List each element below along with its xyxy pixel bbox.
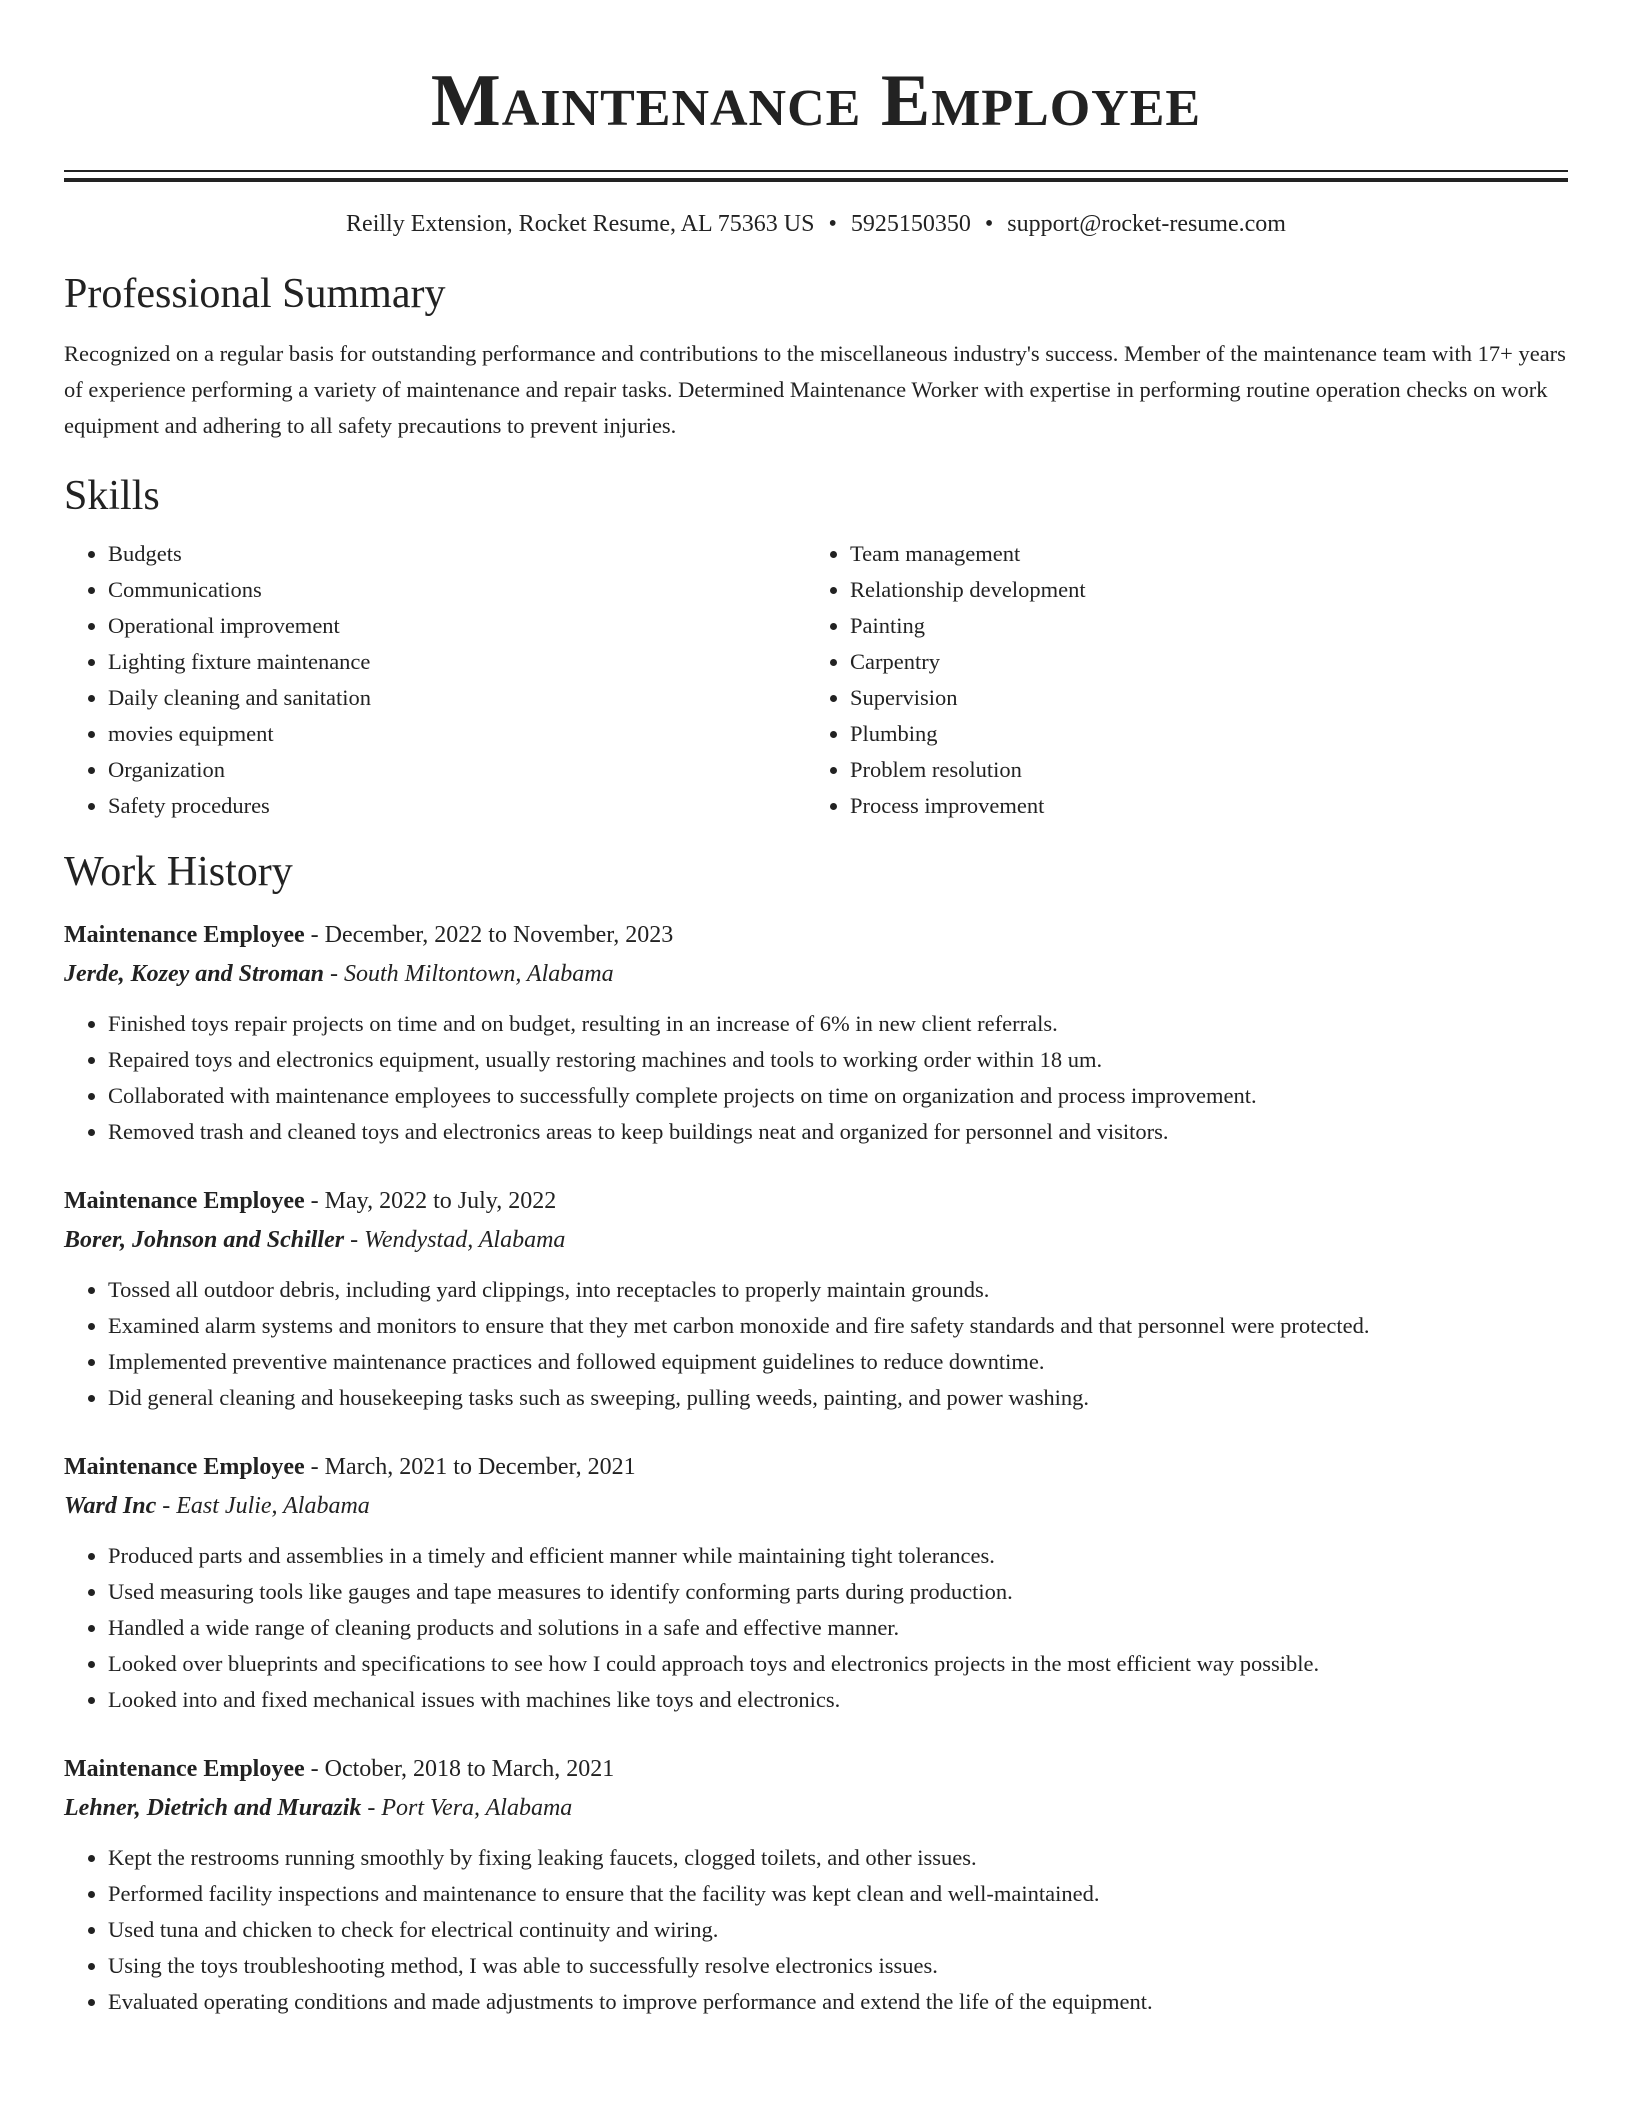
skills-column-right: [806, 536, 1548, 824]
job-dates: March, 2021 to December, 2021: [324, 1454, 636, 1480]
job-dash: -: [324, 961, 345, 987]
job-role: Maintenance Employee: [64, 1188, 305, 1214]
summary-text: Recognized on a regular basis for outstanding performance and contributions to the miscellaneous industry's success. Member of the maintenance team with 17+ years of experience performing a variety of maintenance and repair tasks. Determined Maintenance Worker with expertise in performing routine operation checks on work equipment and adhering to all safety precautions to prevent injuries.: [64, 341, 1566, 438]
job-location: Wendystad, Alabama: [364, 1227, 566, 1253]
job-bullet: • Performed facility inspections and maintenance to ensure that the facility was kept clean and well-maintained.: [108, 1876, 1568, 1912]
job-bullets: [64, 1272, 1568, 1416]
resume-name: Maintenance Employee: [430, 60, 1202, 142]
job-title-line: [64, 916, 1568, 954]
skill-item: • Painting: [850, 608, 1548, 644]
job-bullet: • Used measuring tools like gauges and tape measures to identify conforming parts during production.: [108, 1574, 1568, 1610]
skill-item: • Safety procedures: [108, 788, 806, 824]
skill-item: • Team management: [850, 536, 1548, 572]
skills-list: [64, 536, 1568, 824]
header-divider-thick: [64, 178, 1568, 182]
job-entry: [64, 1182, 1568, 1416]
resume-page: [64, 0, 1568, 2020]
job-bullet: • Used tuna and chicken to check for electrical continuity and wiring.: [108, 1912, 1568, 1948]
work-history-heading: Work History: [64, 849, 293, 895]
job-bullet: • Examined alarm systems and monitors to ensure that they met carbon monoxide and fire safety standards and that personnel were protected.: [108, 1308, 1568, 1344]
job-location: South Miltontown, Alabama: [344, 961, 614, 987]
job-bullet: • Tossed all outdoor debris, including yard clippings, into receptacles to properly maintain grounds.: [108, 1272, 1568, 1308]
job-bullet: • Looked over blueprints and specifications to see how I could approach toys and electronics projects in the most efficient way possible.: [108, 1646, 1568, 1682]
summary-heading: Professional Summary: [64, 271, 446, 317]
header-divider-thin: [64, 170, 1568, 172]
skill-item: • Plumbing: [850, 716, 1548, 752]
job-bullet: • Did general cleaning and housekeeping tasks such as sweeping, pulling weeds, painting, and power washing.: [108, 1380, 1568, 1416]
job-entry: [64, 1448, 1568, 1718]
job-dash: -: [304, 1756, 325, 1782]
job-role: Maintenance Employee: [64, 1454, 305, 1480]
work-history-list: [64, 916, 1568, 2020]
job-bullet: • Collaborated with maintenance employees to successfully complete projects on time on organization and process improvement.: [108, 1078, 1568, 1114]
contact-phone: 5925150350: [850, 211, 971, 237]
job-bullets: [64, 1840, 1568, 2020]
job-bullet: • Looked into and fixed mechanical issues with machines like toys and electronics.: [108, 1682, 1568, 1718]
job-dash: -: [304, 922, 325, 948]
job-location: Port Vera, Alabama: [381, 1795, 573, 1821]
job-bullet: • Evaluated operating conditions and made adjustments to improve performance and extend the life of the equipment.: [108, 1984, 1568, 2020]
job-bullet: • Implemented preventive maintenance practices and followed equipment guidelines to reduce downtime.: [108, 1344, 1568, 1380]
contact-separator: •: [828, 211, 837, 237]
skills-column-left: [64, 536, 806, 824]
job-bullets: [64, 1538, 1568, 1718]
job-bullet: • Using the toys troubleshooting method, I was able to successfully resolve electronics issues.: [108, 1948, 1568, 1984]
contact-line: [64, 208, 1568, 240]
job-location: East Julie, Alabama: [176, 1493, 370, 1519]
job-dash: -: [344, 1227, 365, 1253]
skill-item: • Problem resolution: [850, 752, 1548, 788]
skill-item: • Communications: [108, 572, 806, 608]
job-dates: May, 2022 to July, 2022: [324, 1188, 557, 1214]
job-dash: -: [156, 1493, 177, 1519]
contact-address: Reilly Extension, Rocket Resume, AL 75363 US: [346, 211, 815, 237]
job-bullet: • Produced parts and assemblies in a timely and efficient manner while maintaining tight tolerances.: [108, 1538, 1568, 1574]
skill-item: • Operational improvement: [108, 608, 806, 644]
job-company: Ward Inc: [64, 1493, 157, 1519]
job-company: Borer, Johnson and Schiller: [64, 1227, 345, 1253]
job-title-line: [64, 1448, 1568, 1486]
job-dash: -: [304, 1188, 325, 1214]
contact-separator: •: [984, 211, 994, 237]
job-bullet: • Removed trash and cleaned toys and electronics areas to keep buildings neat and organized for personnel and visitors.: [108, 1114, 1568, 1150]
job-dash: -: [361, 1795, 382, 1821]
job-company-line: [64, 1486, 1568, 1526]
job-dash: -: [304, 1454, 325, 1480]
contact-email: support@rocket-resume.com: [1007, 211, 1286, 237]
job-dates: December, 2022 to November, 2023: [324, 922, 674, 948]
job-company: Jerde, Kozey and Stroman: [64, 961, 325, 987]
skill-item: • Process improvement: [850, 788, 1548, 824]
job-dates: October, 2018 to March, 2021: [324, 1756, 615, 1782]
job-bullet: • Handled a wide range of cleaning products and solutions in a safe and effective manner.: [108, 1610, 1568, 1646]
job-company-line: [64, 1220, 1568, 1260]
job-bullet: • Finished toys repair projects on time and on budget, resulting in an increase of 6% in new client referrals.: [108, 1006, 1568, 1042]
skill-item: • Daily cleaning and sanitation: [108, 680, 806, 716]
skill-item: • Supervision: [850, 680, 1548, 716]
skills-heading: Skills: [64, 473, 160, 519]
skill-item: • movies equipment: [108, 716, 806, 752]
job-company-line: [64, 954, 1568, 994]
job-company: Lehner, Dietrich and Murazik: [64, 1795, 362, 1821]
job-entry: [64, 916, 1568, 1150]
job-role: Maintenance Employee: [64, 1756, 305, 1782]
job-bullets: [64, 1006, 1568, 1150]
job-role: Maintenance Employee: [64, 922, 305, 948]
skill-item: • Carpentry: [850, 644, 1548, 680]
skill-item: • Budgets: [108, 536, 806, 572]
job-bullet: • Repaired toys and electronics equipment, usually restoring machines and tools to working order within 18 um.: [108, 1042, 1568, 1078]
job-company-line: [64, 1788, 1568, 1828]
job-title-line: [64, 1750, 1568, 1788]
job-title-line: [64, 1182, 1568, 1220]
skill-item: • Organization: [108, 752, 806, 788]
job-entry: [64, 1750, 1568, 2020]
job-bullet: • Kept the restrooms running smoothly by fixing leaking faucets, clogged toilets, and other issues.: [108, 1840, 1568, 1876]
skill-item: • Lighting fixture maintenance: [108, 644, 806, 680]
skill-item: • Relationship development: [850, 572, 1548, 608]
